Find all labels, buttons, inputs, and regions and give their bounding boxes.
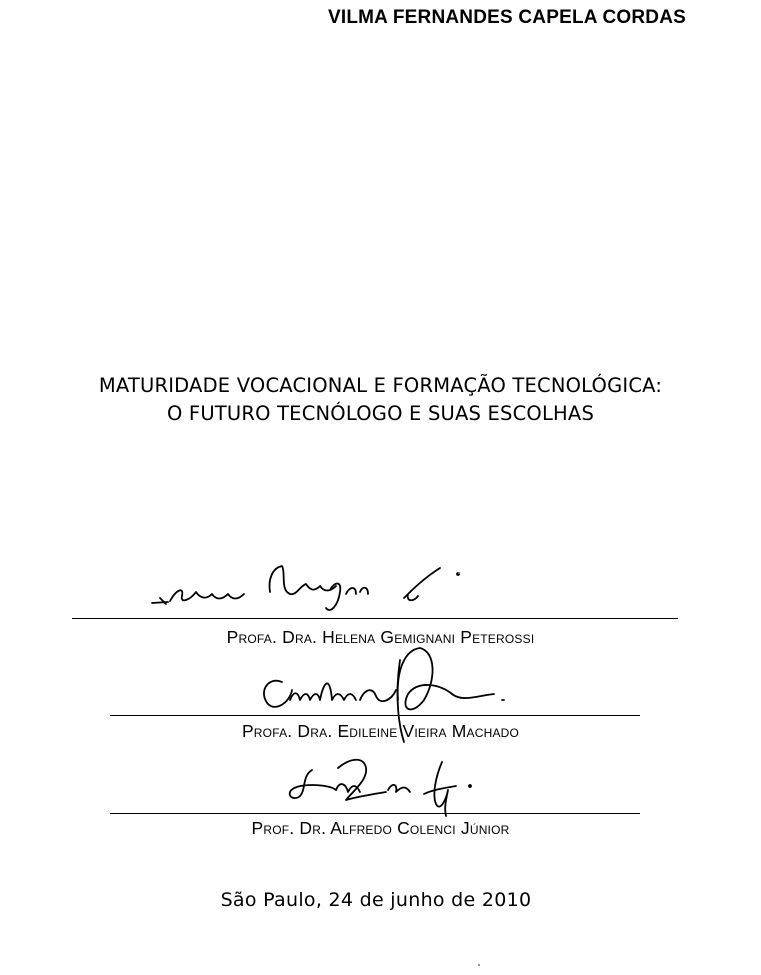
committee-member-1: Profa. Dra. Helena Gemignani Peterossi: [226, 627, 535, 647]
thesis-title-line-1: MATURIDADE VOCACIONAL E FORMAÇÃO TECNOLÓGICA:: [98, 374, 663, 397]
scan-speck: [478, 964, 480, 966]
place-and-date: São Paulo, 24 de junho de 2010: [220, 889, 532, 911]
signature-line-3: [110, 813, 640, 814]
thesis-title-line-2: O FUTURO TECNÓLOGO E SUAS ESCOLHAS: [166, 402, 595, 425]
thesis-title: [0, 372, 761, 428]
scan-speck: [458, 572, 460, 574]
committee-member-2: Profa. Dra. Edileine Vieira Machado: [241, 721, 520, 741]
author-name: VILMA FERNANDES CAPELA CORDAS: [327, 7, 686, 28]
committee-member-3: Prof. Dr. Alfredo Colenci Júnior: [251, 818, 510, 838]
signature-line-2: [110, 715, 640, 716]
signature-line-1: [72, 618, 678, 619]
